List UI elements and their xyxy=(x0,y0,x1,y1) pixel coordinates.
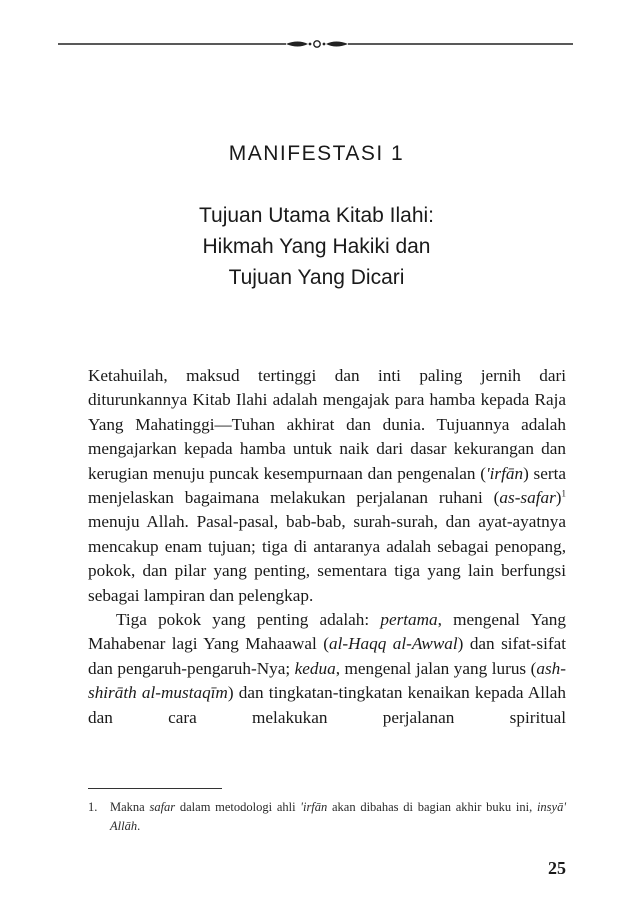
fn-term-safar: safar xyxy=(149,800,176,814)
footnote-number: 1. xyxy=(88,800,98,814)
p2-term-haqq: al-Haqq al-Awwal xyxy=(329,634,458,654)
title-line-2: Hikmah Yang Hakiki dan xyxy=(202,235,431,258)
footnote-divider xyxy=(88,788,222,789)
p1-term-safar: as-safar xyxy=(499,488,556,508)
footnote-reference: 1 xyxy=(561,488,566,499)
p1-text-3: ) xyxy=(555,488,562,508)
p2-text-4: , mengenal jalan yang lurus ( xyxy=(335,658,537,678)
title-line-3: Tujuan Yang Dicari xyxy=(228,266,405,289)
p1-term-irfan: 'irfān xyxy=(485,463,524,483)
page-number: 25 xyxy=(548,858,566,878)
header-ornament xyxy=(58,38,573,50)
body-text xyxy=(88,364,566,730)
footnote-text xyxy=(110,798,566,836)
fn-text-2: dalam metodologi ahli xyxy=(175,800,301,814)
p2-term-shirath: ash-shirāth al-mustaqīm xyxy=(88,658,566,703)
paragraph-1 xyxy=(88,364,566,608)
p1-text-1: Ketahuilah, maksud tertinggi dan inti paling jernih dari diturunkannya Kitab Ilahi adalah mengajak para hamba kepada Raja Yang Mahatinggi—Tuhan akhirat dan dunia. Tujuannya adalah mengajarkan kepada hamba untuk naik dari dasar kekurangan dan kerugian menuju puncak kesempurnaan dan pengenalan ( xyxy=(88,366,566,483)
chapter-title xyxy=(0,200,633,293)
p1-text-4: menuju Allah. Pasal-pasal, bab-bab, surah-surah, dan ayat-ayatnya mencakup enam tujuan; tiga di antaranya adalah sebagai penopang, pokok, dan pilar yang penting, sementara tiga yang lain berfungsi sebagai lampiran dan pelengkap. xyxy=(88,512,566,605)
p1-text-2: ) serta menjelaskan bagaimana melakukan perjalanan ruhani ( xyxy=(88,463,566,508)
footnote xyxy=(88,798,566,836)
fn-text-4: . xyxy=(137,819,141,833)
fn-term-irfan: 'irfān xyxy=(300,800,328,814)
paragraph-2 xyxy=(88,608,566,730)
fn-text-3: akan dibahas di bagian akhir buku ini, xyxy=(327,800,537,814)
title-line-1: Tujuan Utama Kitab Ilahi: xyxy=(198,204,434,227)
p2-text-2: , mengenal Yang Mahabenar lagi Yang Mahaawal ( xyxy=(88,610,566,654)
fn-term-insya: insyā' Allāh xyxy=(110,800,566,833)
p2-text-1: Tiga pokok yang penting adalah: xyxy=(116,610,381,630)
p2-text-5: ) dan tingkatan-tingkatan kenaikan kepada Allah dan cara melakukan perjalanan spiritual xyxy=(88,683,566,727)
chapter-heading: MANIFESTASI 1 xyxy=(228,142,405,165)
p2-term-pertama: pertama xyxy=(380,610,438,630)
fn-text-1: Makna xyxy=(110,800,150,814)
p2-text-3: ) dan sifat-sifat dan pengaruh-pengaruh-Nya; xyxy=(88,634,566,678)
p2-term-kedua: kedua xyxy=(294,658,336,678)
